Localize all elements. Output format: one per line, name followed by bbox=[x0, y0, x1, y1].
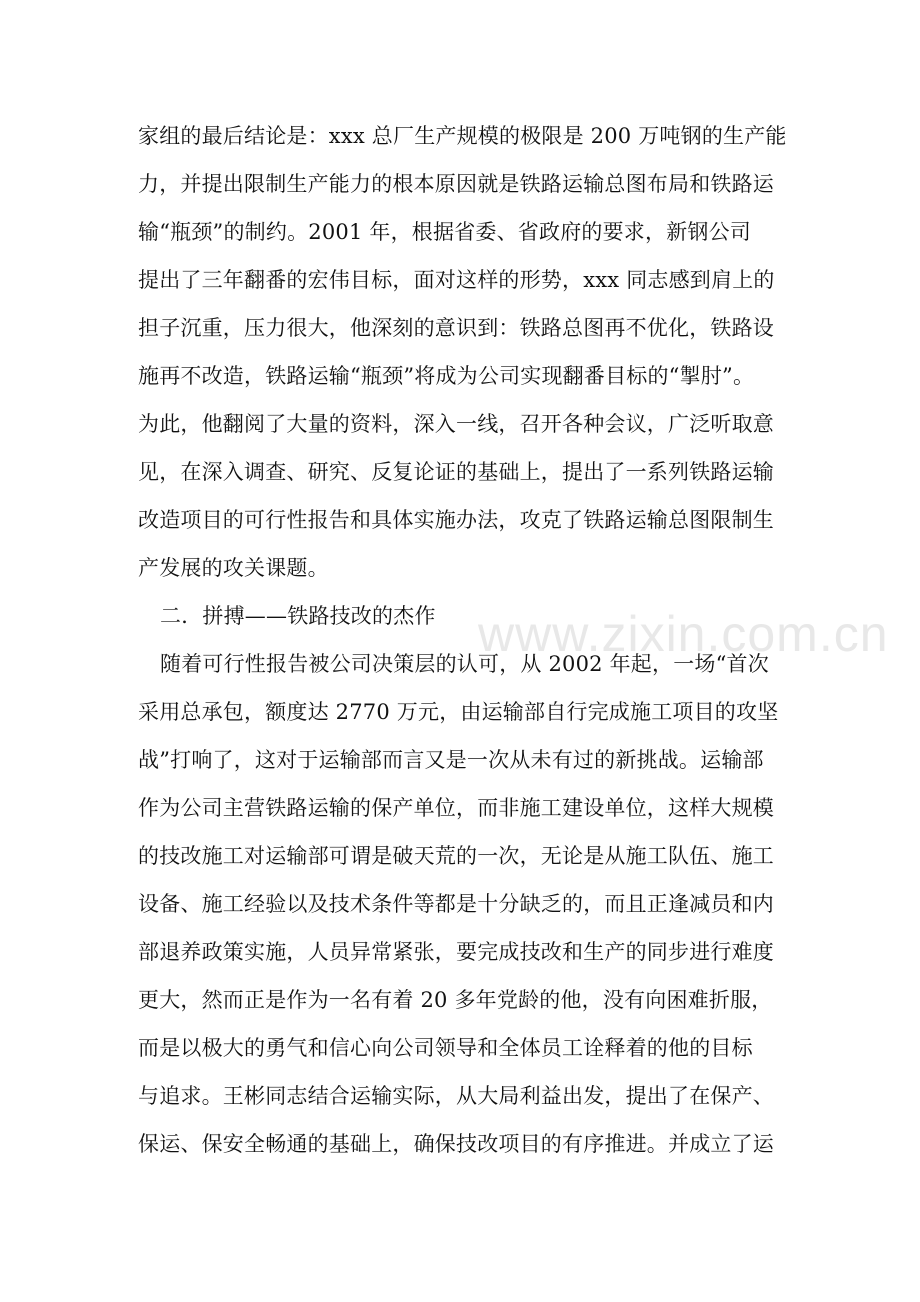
section-heading: 二．拼搏——铁路技改的杰作 bbox=[160, 604, 436, 628]
paragraph-line: 设备、施工经验以及技术条件等都是十分缺乏的，而且正逢减员和内 bbox=[138, 892, 774, 916]
paragraph-line: 输“瓶颈”的制约。2001 年，根据省委、省政府的要求，新钢公司 bbox=[138, 220, 751, 244]
paragraph-line: 改造项目的可行性报告和具体实施办法，攻克了铁路运输总图限制生 bbox=[138, 508, 774, 532]
paragraph-line: 见，在深入调查、研究、反复论证的基础上，提出了一系列铁路运输 bbox=[138, 460, 774, 484]
paragraph-line: 为此，他翻阅了大量的资料，深入一线，召开各种会议，广泛听取意 bbox=[138, 412, 774, 436]
paragraph-line: 与追求。王彬同志结合运输实际，从大局利益出发，提出了在保产、 bbox=[138, 1084, 774, 1108]
paragraph-line: 而是以极大的勇气和信心向公司领导和全体员工诠释着的他的目标 bbox=[138, 1036, 753, 1060]
paragraph-line: 家组的最后结论是：xxx 总厂生产规模的极限是 200 万吨钢的生产能 bbox=[138, 124, 787, 148]
paragraph-line: 提出了三年翻番的宏伟目标，面对这样的形势，xxx 同志感到肩上的 bbox=[138, 268, 775, 292]
paragraph-line: 采用总承包，额度达 2770 万元，由运输部自行完成施工项目的攻坚 bbox=[138, 700, 779, 724]
paragraph-line: 担子沉重，压力很大，他深刻的意识到：铁路总图再不优化，铁路设 bbox=[138, 316, 774, 340]
paragraph-line: 作为公司主营铁路运输的保产单位，而非施工建设单位，这样大规模 bbox=[138, 796, 774, 820]
paragraph-line: 部退养政策实施，人员异常紧张，要完成技改和生产的同步进行难度 bbox=[138, 940, 774, 964]
paragraph-line: 战”打响了，这对于运输部而言又是一次从未有过的新挑战。运输部 bbox=[138, 748, 764, 772]
paragraph-line: 产发展的攻关课题。 bbox=[138, 556, 329, 580]
watermark: www.zixin.com.cn bbox=[478, 606, 889, 662]
paragraph-line: 随着可行性报告被公司决策层的认可，从 2002 年起，一场“首次 bbox=[160, 652, 769, 676]
paragraph-line: 施再不改造，铁路运输“瓶颈”将成为公司实现翻番目标的“掣肘”。 bbox=[138, 364, 755, 388]
paragraph-line: 保运、保安全畅通的基础上，确保技改项目的有序推进。并成立了运 bbox=[138, 1132, 774, 1156]
paragraph-line: 的技改施工对运输部可谓是破天荒的一次，无论是从施工队伍、施工 bbox=[138, 844, 774, 868]
paragraph-line: 力，并提出限制生产能力的根本原因就是铁路运输总图布局和铁路运 bbox=[138, 172, 774, 196]
paragraph-line: 更大，然而正是作为一名有着 20 多年党龄的他，没有向困难折服， bbox=[138, 988, 773, 1012]
